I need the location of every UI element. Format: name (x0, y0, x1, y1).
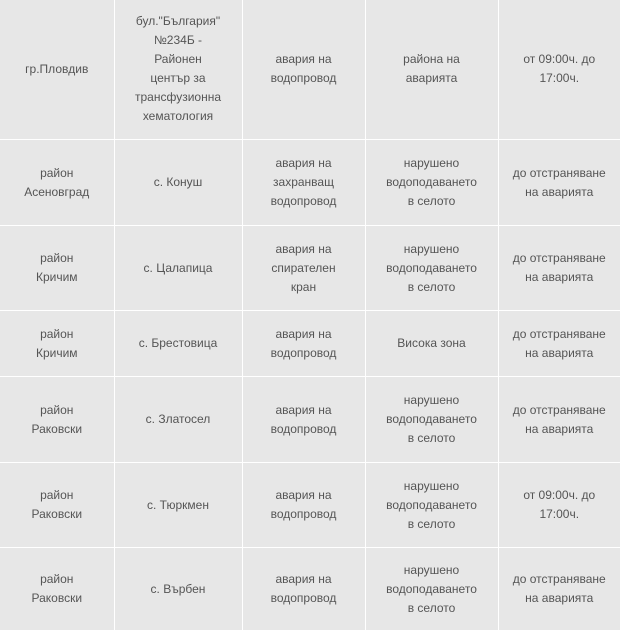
location-cell: с. Тюркмен (114, 463, 242, 548)
table-row (0, 548, 620, 631)
cause-cell: авария на водопровод (242, 311, 365, 377)
duration-cell: до отстраняване на аварията (498, 548, 620, 631)
affected-area-cell: Висока зона (365, 311, 498, 377)
district-cell: район Раковски (0, 548, 114, 631)
district-cell: район Кричим (0, 226, 114, 311)
table-row (0, 377, 620, 463)
cause-cell: авария на водопровод (242, 548, 365, 631)
affected-area-cell: нарушено водоподаването в селото (365, 377, 498, 463)
cause-cell: авария на захранващ водопровод (242, 140, 365, 226)
district-cell: район Кричим (0, 311, 114, 377)
table-row (0, 226, 620, 311)
cause-cell: авария на водопровод (242, 0, 365, 140)
affected-area-cell: нарушено водоподаването в селото (365, 548, 498, 631)
affected-area-cell: нарушено водоподаването в селото (365, 463, 498, 548)
affected-area-cell: нарушено водоподаването в селото (365, 140, 498, 226)
table-row (0, 140, 620, 226)
duration-cell: до отстраняване на аварията (498, 311, 620, 377)
district-cell: гр.Пловдив (0, 0, 114, 140)
location-cell: бул."България" №234Б - Районен център за трансфузионна хематология (114, 0, 242, 140)
table-row (0, 0, 620, 140)
cause-cell: авария на водопровод (242, 463, 365, 548)
duration-cell: от 09:00ч. до 17:00ч. (498, 463, 620, 548)
district-cell: район Раковски (0, 377, 114, 463)
duration-cell: до отстраняване на аварията (498, 226, 620, 311)
table-row (0, 311, 620, 377)
cause-cell: авария на спирателен кран (242, 226, 365, 311)
district-cell: район Раковски (0, 463, 114, 548)
affected-area-cell: нарушено водоподаването в селото (365, 226, 498, 311)
affected-area-cell: района на аварията (365, 0, 498, 140)
location-cell: с. Цалапица (114, 226, 242, 311)
duration-cell: до отстраняване на аварията (498, 140, 620, 226)
duration-cell: до отстраняване на аварията (498, 377, 620, 463)
location-cell: с. Конуш (114, 140, 242, 226)
location-cell: с. Брестовица (114, 311, 242, 377)
table-row (0, 463, 620, 548)
district-cell: район Асеновград (0, 140, 114, 226)
duration-cell: от 09:00ч. до 17:00ч. (498, 0, 620, 140)
cause-cell: авария на водопровод (242, 377, 365, 463)
location-cell: с. Златосел (114, 377, 242, 463)
location-cell: с. Върбен (114, 548, 242, 631)
